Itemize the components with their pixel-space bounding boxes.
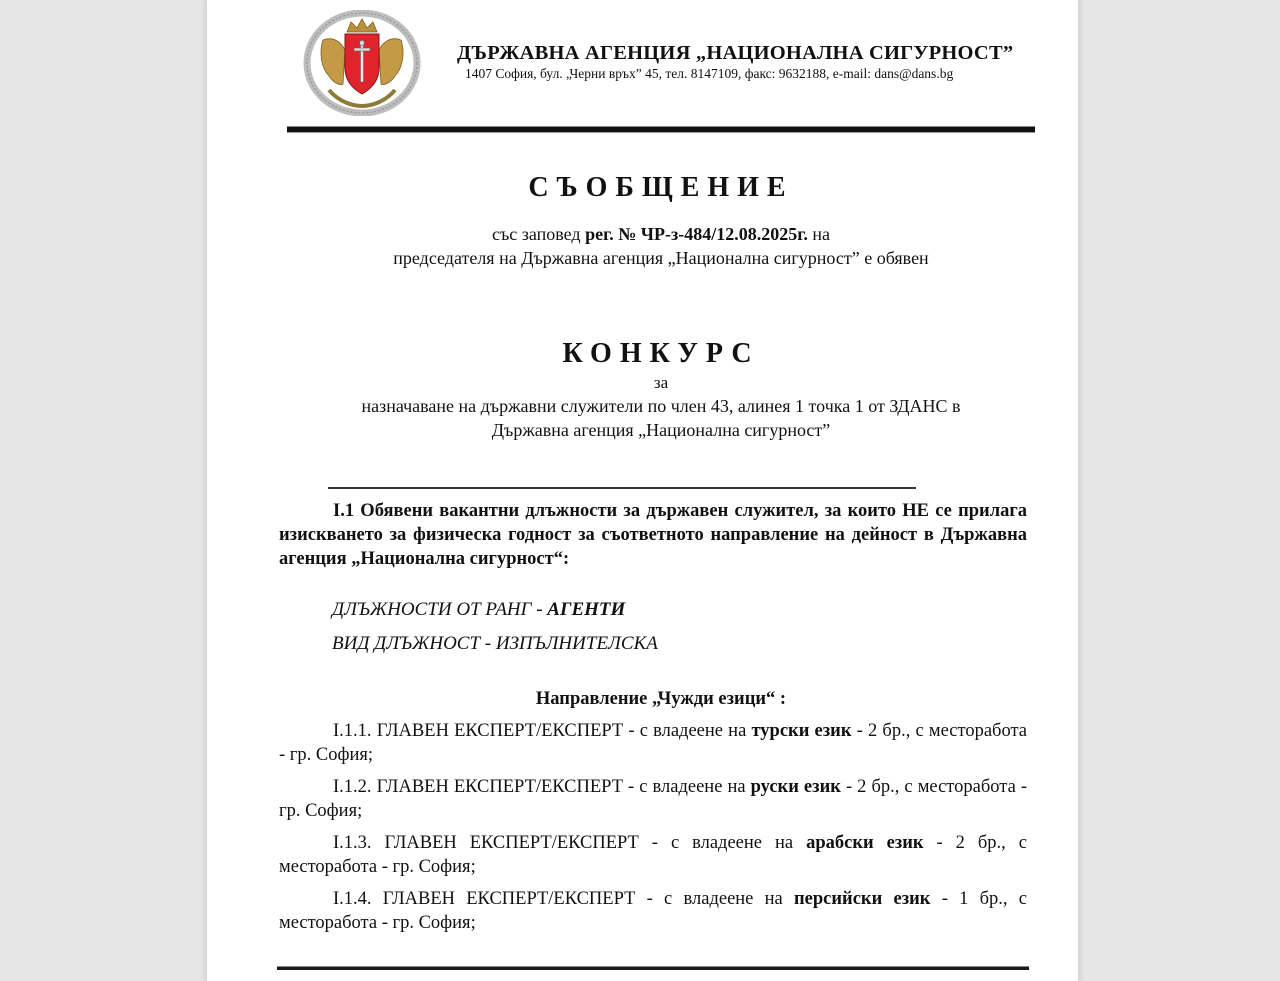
notice-title: СЪОБЩЕНИЕ xyxy=(528,172,794,203)
chairman-line: председателя на Държавна агенция „Национална сигурност” е обявен xyxy=(393,248,929,268)
position-number: I.1.1. xyxy=(333,721,372,741)
contest-title: КОНКУРС xyxy=(562,338,760,369)
position-language: руски език xyxy=(750,777,841,797)
contest-for: за xyxy=(653,373,669,392)
position-count: - 2 бр., с месторабота - гр. София; xyxy=(279,833,1027,877)
section-heading: I.1 Обявени вакантни длъжности за държавен служител, за които НЕ се прилага изискването за физическа годност за съответното направление на дейност в Държавна агенция „Национална сигурност“: xyxy=(279,501,1027,569)
position-kind: ВИД ДЛЪЖНОСТ - ИЗПЪЛНИТЕЛСКА xyxy=(332,633,658,654)
footer-divider xyxy=(277,966,1029,970)
agency-emblem-icon xyxy=(303,10,421,116)
order-line xyxy=(287,224,1035,245)
document-page xyxy=(206,0,1079,981)
section-divider xyxy=(328,487,916,489)
position-item xyxy=(279,887,1027,935)
position-item xyxy=(279,719,1027,767)
position-count: - 2 бр., с месторабота - гр. София; xyxy=(279,777,1027,821)
position-number: I.1.2. xyxy=(333,777,372,797)
position-title: ГЛАВЕН ЕКСПЕРТ/ЕКСПЕРТ - с владеене на xyxy=(384,833,807,853)
order-suffix: на xyxy=(807,224,831,244)
position-item xyxy=(279,831,1027,879)
position-count: - 2 бр., с месторабота - гр. София; xyxy=(279,721,1027,765)
position-number: I.1.4. xyxy=(333,889,372,909)
contest-purpose-line-1: назначаване на държавни служители по член 43, алинея 1 точка 1 от ЗДАНС в xyxy=(361,396,961,416)
rank-line xyxy=(332,599,625,621)
order-reg-number: рег. № ЧР-з-484/12.08.2025г. xyxy=(585,224,808,244)
contest-purpose-line-2: Държавна агенция „Национална сигурност” xyxy=(491,420,831,440)
position-language: арабски език xyxy=(806,833,924,853)
position-number: I.1.3. xyxy=(333,833,372,853)
direction-heading: Направление „Чужди езици“ : xyxy=(535,689,787,709)
header-divider xyxy=(287,126,1035,133)
position-count: - 1 бр., с месторабота - гр. София; xyxy=(279,889,1027,933)
position-language: турски език xyxy=(751,721,852,741)
position-language: персийски език xyxy=(794,889,931,909)
agency-name: ДЪРЖАВНА АГЕНЦИЯ „НАЦИОНАЛНА СИГУРНОСТ” xyxy=(457,42,1014,64)
rank-value: АГЕНТИ xyxy=(547,599,626,620)
agency-address: 1407 София, бул. „Черни връх” 45, тел. 8147109, факс: 9632188, e-mail: dans@dans.bg xyxy=(465,66,954,81)
position-item xyxy=(279,775,1027,823)
rank-label: ДЛЪЖНОСТИ ОТ РАНГ - xyxy=(332,599,548,620)
position-title: ГЛАВЕН ЕКСПЕРТ/ЕКСПЕРТ - с владеене на xyxy=(376,777,751,797)
order-prefix: със заповед xyxy=(491,224,586,244)
position-title: ГЛАВЕН ЕКСПЕРТ/ЕКСПЕРТ - с владеене на xyxy=(376,721,752,741)
position-title: ГЛАВЕН ЕКСПЕРТ/ЕКСПЕРТ - с владеене на xyxy=(382,889,795,909)
